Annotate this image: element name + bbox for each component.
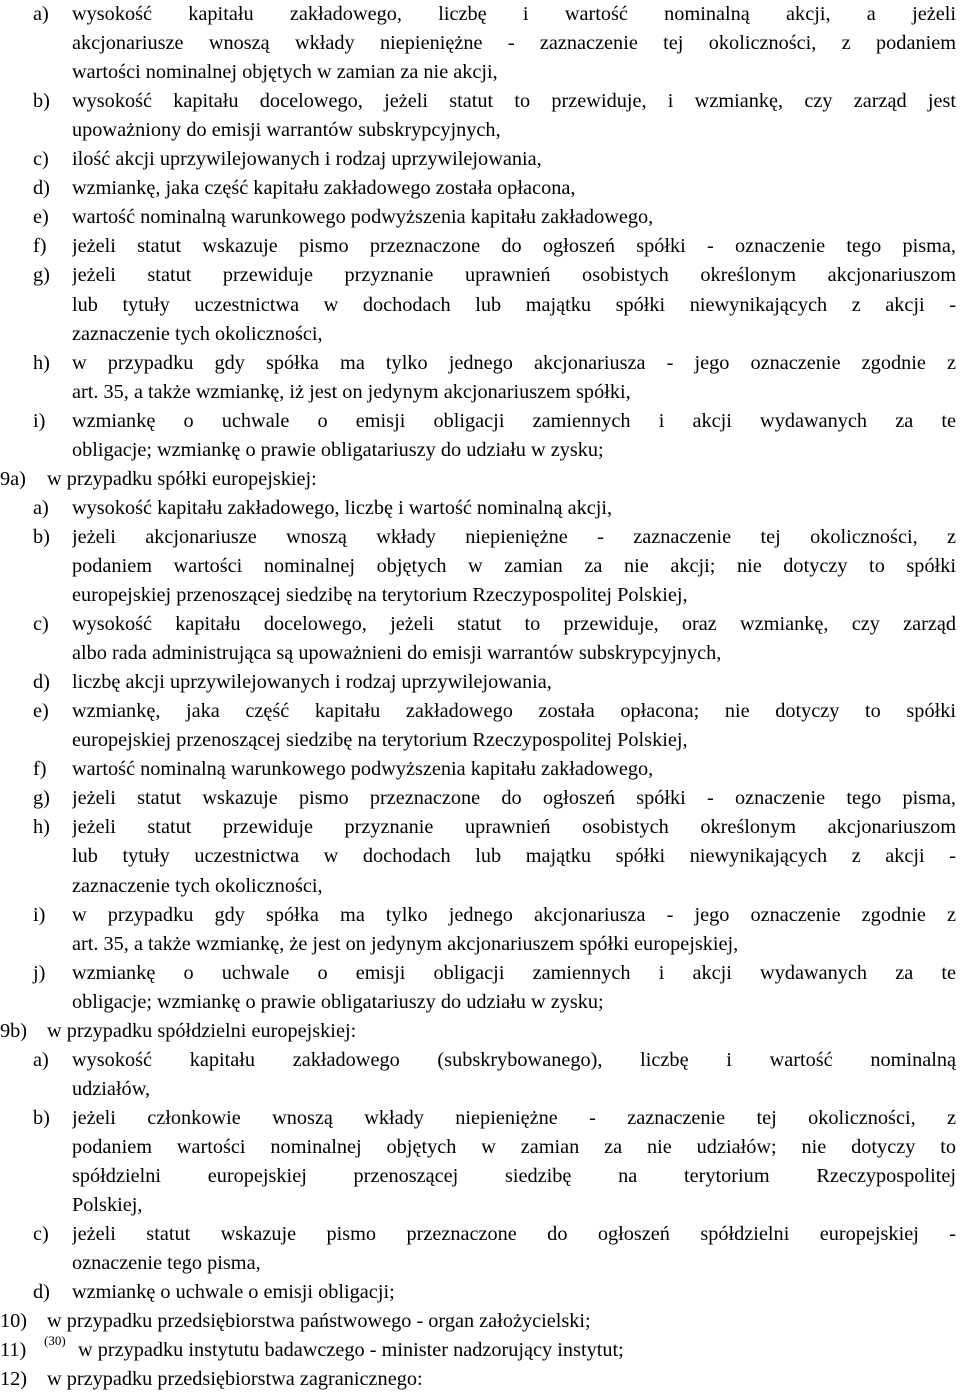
list-item [0,959,960,988]
item-marker: b) [33,90,50,113]
item-text: jeżeli statut wskazuje pismo przeznaczone do ogłoszeń spółdzielni europejskiej - [72,1223,956,1246]
item-text: jeżeli członkowie wnoszą wkłady niepieniężne - zaznaczenie tej okoliczności, z [72,1106,956,1129]
list-item [0,755,960,784]
list-item-continuation [0,1075,960,1104]
list-item [0,0,960,29]
list-item [0,813,960,842]
list-item-continuation [0,726,960,755]
item-marker: g) [33,787,50,810]
item-text: wysokość kapitału zakładowego, liczbę i wartość nominalną akcji, a jeżeli [72,3,956,25]
list-item [0,1046,960,1075]
item-marker: c) [33,613,49,636]
list-item [0,1104,960,1133]
point-text: w przypadku spółki europejskiej: [47,467,317,490]
point-number: 9a) [0,467,26,490]
list-item [0,901,960,930]
item-marker: e) [33,206,49,229]
numbered-point [0,1333,960,1365]
item-text: wzmiankę o uchwale o emisji obligacji zamiennych i akcji wydawanych za te [72,409,956,432]
list-item [0,784,960,813]
item-text: wysokość kapitału docelowego, jeżeli statut to przewiduje, i wzmiankę, czy zarząd jest [72,90,956,113]
item-marker: g) [33,264,50,287]
list-item [0,349,960,378]
item-text: spółdzielni europejskiej przenoszącej siedzibę na terytorium Rzeczypospolitej [72,1165,956,1187]
item-marker: h) [33,351,50,374]
item-text: w przypadku gdy spółka ma tylko jednego akcjonariusza - jego oznaczenie zgodnie z [72,351,956,374]
list-item [0,145,960,174]
list-item [0,610,960,639]
item-text: oznaczenie tego pisma, [72,1252,261,1275]
item-marker: j) [33,961,46,984]
list-item [0,523,960,552]
item-marker: e) [33,700,49,723]
item-text: zaznaczenie tych okoliczności, [72,874,323,897]
numbered-point [0,465,960,494]
list-item [0,494,960,523]
item-marker: d) [33,671,50,694]
item-marker: f) [33,235,47,258]
item-text: podaniem wartości nominalnej objętych w zamian za nie udziałów; nie dotyczy to [72,1135,956,1158]
item-text: albo rada administrująca są upoważnieni do emisji warrantów subskrypcyjnych, [72,642,722,665]
numbered-point [0,1307,960,1336]
list-item [0,203,960,232]
list-item [0,261,960,290]
point-number: 9b) [0,1019,28,1042]
item-text: jeżeli statut przewiduje przyznanie uprawnień osobistych określonym akcjonariuszom [72,816,956,839]
item-text: wartość nominalną warunkowego podwyższenia kapitału zakładowego, [72,758,654,781]
list-item-continuation [0,1133,960,1162]
item-text: wysokość kapitału zakładowego, liczbę i wartość nominalną akcji, [72,496,613,519]
list-item [0,668,960,697]
item-marker: i) [33,409,46,432]
item-marker: a) [33,1048,49,1071]
item-marker: b) [33,1106,50,1129]
item-text: lub tytuły uczestnictwa w dochodach lub majątku spółki niewynikających z akcji - [72,293,956,316]
point-text: w przypadku spółdzielni europejskiej: [47,1019,357,1042]
numbered-point [0,1365,960,1394]
list-item-continuation [0,291,960,320]
item-text: wzmiankę, jaka część kapitału zakładowego została opłacona, [72,177,576,200]
point-number: 11) [0,1339,27,1362]
item-text: obligacje; wzmiankę o prawie obligatariuszy do udziału w zysku; [72,990,604,1013]
item-text: udziałów, [72,1077,151,1100]
list-item [0,174,960,203]
list-item [0,697,960,726]
item-text: wzmiankę, jaka część kapitału zakładowego została opłacona; nie dotyczy to spółki [72,700,956,723]
item-text: art. 35, a także wzmiankę, iż jest on jedynym akcjonariuszem spółki, [72,380,631,403]
list-item-continuation [0,872,960,901]
list-item-continuation [0,29,960,58]
item-marker: c) [33,148,49,171]
list-item [0,232,960,261]
list-item-continuation [0,1249,960,1278]
list-item-continuation [0,552,960,581]
list-item [0,407,960,436]
item-text: zaznaczenie tych okoliczności, [72,322,323,345]
list-item-continuation [0,1162,960,1191]
list-item-continuation [0,639,960,668]
item-text: art. 35, a także wzmiankę, że jest on jedynym akcjonariuszem spółki europejskiej, [72,932,739,955]
item-text: europejskiej przenoszącej siedzibę na terytorium Rzeczypospolitej Polskiej, [72,729,688,752]
item-text: akcjonariusze wnoszą wkłady niepieniężne - zaznaczenie tej okoliczności, z podaniem [72,32,956,55]
item-text: w przypadku gdy spółka ma tylko jednego akcjonariusza - jego oznaczenie zgodnie z [72,903,956,926]
list-item [0,87,960,116]
item-text: lub tytuły uczestnictwa w dochodach lub majątku spółki niewynikających z akcji - [72,845,956,868]
point-number: 12) [0,1368,28,1391]
item-marker: i) [33,903,46,926]
list-item-continuation [0,581,960,610]
item-text: obligacje; wzmiankę o prawie obligatariuszy do udziału w zysku; [72,438,604,461]
point-text: w przypadku przedsiębiorstwa państwowego - organ założycielski; [47,1310,591,1333]
list-item-continuation [0,1191,960,1220]
item-marker: a) [33,496,49,519]
point-text: w przypadku instytutu badawczego - minister nadzorujący instytut; [78,1339,624,1362]
item-text: podaniem wartości nominalnej objętych w zamian za nie akcji; nie dotyczy to spółki [72,554,956,577]
item-text: upoważniony do emisji warrantów subskrypcyjnych, [72,119,501,142]
list-item-continuation [0,58,960,87]
item-text: wzmiankę o uchwale o emisji obligacji; [72,1281,395,1304]
footnote-reference: (30) [44,1333,66,1349]
item-marker: d) [33,177,50,200]
item-text: Polskiej, [72,1194,143,1217]
item-text: ilość akcji uprzywilejowanych i rodzaj uprzywilejowania, [72,148,542,171]
list-item-continuation [0,436,960,465]
item-text: jeżeli statut wskazuje pismo przeznaczone do ogłoszeń spółki - oznaczenie tego pisma, [72,235,956,258]
item-text: europejskiej przenoszącej siedzibę na terytorium Rzeczypospolitej Polskiej, [72,584,688,606]
list-item [0,1278,960,1307]
item-text: jeżeli statut wskazuje pismo przeznaczone do ogłoszeń spółki - oznaczenie tego pisma, [72,787,956,810]
numbered-point [0,1017,960,1046]
item-marker: f) [33,758,47,781]
list-item-continuation [0,320,960,349]
list-item-continuation [0,842,960,871]
list-item-continuation [0,988,960,1017]
item-text: jeżeli akcjonariusze wnoszą wkłady niepieniężne - zaznaczenie tej okoliczności, z [72,525,956,548]
list-item-continuation [0,378,960,407]
list-item [0,1220,960,1249]
item-marker: b) [33,525,50,548]
point-number: 10) [0,1310,28,1333]
item-text: liczbę akcji uprzywilejowanych i rodzaj uprzywilejowania, [72,671,552,694]
item-text: wzmiankę o uchwale o emisji obligacji zamiennych i akcji wydawanych za te [72,961,956,984]
item-text: jeżeli statut przewiduje przyznanie uprawnień osobistych określonym akcjonariuszom [72,264,956,287]
item-text: wartość nominalną warunkowego podwyższenia kapitału zakładowego, [72,206,654,229]
point-text: w przypadku przedsiębiorstwa zagranicznego: [47,1368,423,1391]
item-text: wartości nominalnej objętych w zamian za nie akcji, [72,61,498,84]
item-marker: d) [33,1281,50,1304]
list-item-continuation [0,930,960,959]
item-text: wysokość kapitału docelowego, jeżeli statut to przewiduje, oraz wzmiankę, czy zarząd [72,613,956,636]
item-marker: h) [33,816,50,839]
item-text: wysokość kapitału zakładowego (subskrybowanego), liczbę i wartość nominalną [72,1048,956,1071]
item-marker: c) [33,1223,49,1246]
item-marker: a) [33,3,49,25]
list-item-continuation [0,116,960,145]
